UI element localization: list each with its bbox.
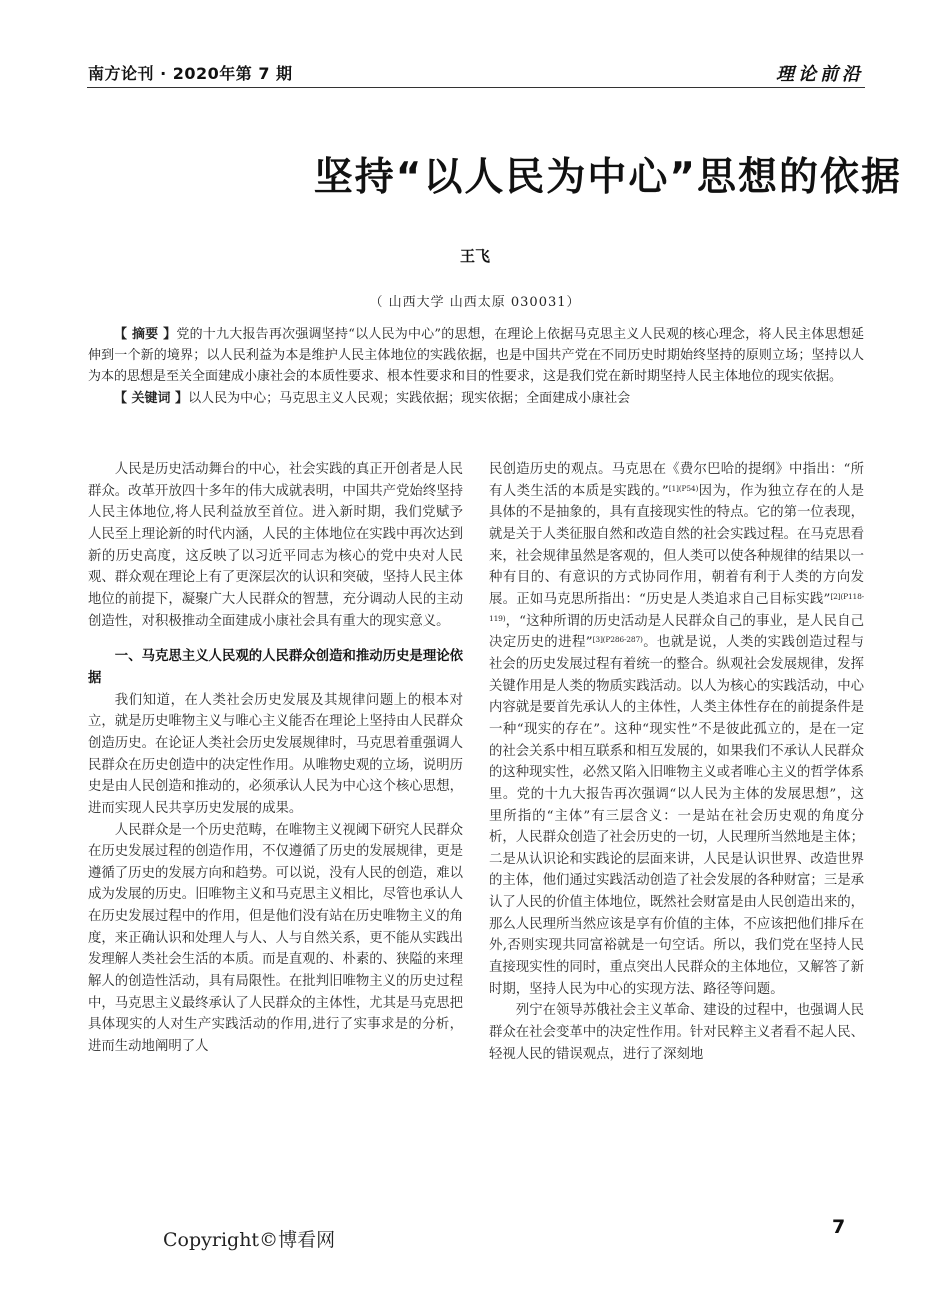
abstract-block	[88, 324, 864, 409]
keywords-text: 以人民为中心；马克思主义人民观；实践依据；现实依据；全面建成小康社会	[188, 390, 631, 406]
article-author: 王飞	[459, 247, 490, 265]
journal-header: 南方论刊 · 2020年第 7 期	[88, 64, 293, 83]
section-heading: 一、马克思主义人民观的人民群众创造和推动历史是理论依据	[88, 649, 463, 686]
abstract-text: 党的十九大报告再次强调坚持“以人民为中心”的思想，在理论上依据马克思主义人民观的核心理念，将人民主体思想延伸到一个新的境界；以人民利益为本是维护人民主体地位的实践依据，也是中国共产党在不同历史时期始终坚持的原则立场；坚持以人为本的思想是至关全面建成小康社会的本质性要求、根本性要求和目的性要求，这是我们党在新时期坚持人民主体地位的现实依据。	[88, 327, 865, 385]
body-column-right	[489, 459, 864, 1065]
citation-ref: [1](P54)	[668, 483, 699, 493]
page-number: 7	[832, 1216, 846, 1238]
header-rule	[87, 87, 865, 88]
abstract-paragraph	[88, 324, 864, 388]
body-paragraph-continued	[489, 459, 864, 1000]
section-header: 理论前沿	[776, 64, 864, 85]
citation-ref: [2](P118-119)	[489, 591, 864, 623]
body-text: 民创造历史的观点。马克思在《费尔巴哈的提纲》中指出：“所有人类生活的本质是实践的。”	[489, 462, 864, 499]
body-text: 因为，作为独立存在的人是具体的不是抽象的，具有直接现实性的特点。它的第一位表现，就是关于人类征服自然和改造自然的社会实践过程。在马克思看来，社会规律虽然是客观的，但人类可以使各种规律的结果以一种有目的、有意识的方式协同作用，朝着有利于人类的方向发展。正如马克思所指出：“历史是人类追求自己目标实践”	[489, 483, 864, 607]
copyright-notice: Copyright©博看网	[163, 1229, 336, 1251]
body-text: 。也就是说，人类的实践创造过程与社会的历史发展过程有着统一的整合。纵观社会发展规律，发挥关键作用是人类的物质实践活动。以人为核心的实践活动，中心内容就是要首先承认人的主体性，人类主体性存在的前提条件是一种“现实的存在”。这种“现实性”不是彼此孤立的，是在一定的社会关系中相互联系和相互发展的，如果我们不承认人民群众的这种现实性，必然又陷入旧唯物主义或者唯心主义的哲学体系里。党的十九大报告再次强调“以人民为主体的发展思想”，这里所指的“主体”有三层含义：一是站在社会历史观的角度分析，人民群众创造了社会历史的一切，人民理所当然地是主体；二是从认识论和实践论的层面来讲，人民是认识世界、改造世界的主体，他们通过实践活动创造了社会发展的各种财富；三是承认了人民的价值主体地位，既然社会财富是由人民创造出来的，那么人民理所当然应该是享有价值的主体，不应该把他们排斥在外,否则实现共同富裕就是一句空话。所以，我们党在坚持人民直接现实性的同时，重点突出人民群众的主体地位，又解答了新时期，坚持人民为中心的实现方法、路径等问题。	[489, 635, 864, 997]
article-title: 坚持“以人民为中心”思想的依据	[313, 155, 902, 200]
body-column-left	[88, 459, 463, 1058]
body-paragraph: 人民是历史活动舞台的中心，社会实践的真正开创者是人民群众。改革开放四十多年的伟大成就表明，中国共产党始终坚持人民主体地位,将人民利益放至首位。进入新时期，我们党赋予人民至上理论新的时代内涵，人民的主体地位在实践中再次达到新的历史高度，这反映了以习近平同志为核心的党中央对人民观、群众观在理论上有了更深层次的认识和突破，坚持人民主体地位的前提下，凝聚广大人民群众的智慧，充分调动人民的主动创造性，对积极推动全面建成小康社会具有重大的现实意义。	[88, 462, 463, 629]
keywords-paragraph	[88, 388, 864, 409]
author-affiliation: （ 山西大学 山西太原 030031）	[369, 295, 581, 310]
abstract-label: 【 摘要 】	[114, 327, 177, 342]
body-paragraph: 列宁在领导苏俄社会主义革命、建设的过程中，也强调人民群众在社会变革中的决定性作用。针对民粹主义者看不起人民、轻视人民的错误观点，进行了深刻地	[489, 1003, 864, 1062]
body-paragraph: 我们知道，在人类社会历史发展及其规律问题上的根本对立，就是历史唯物主义与唯心主义能否在理论上坚持由人民群众创造历史。在论证人类社会历史发展规律时，马克思着重强调人民群众在历史创造中的决定性作用。从唯物史观的立场，说明历史是由人民创造和推动的，必须承认人民为中心这个核心思想，进而实现人民共享历史发展的成果。	[88, 692, 463, 816]
citation-ref: [3](P286-287)	[592, 635, 643, 645]
keywords-label: 【 关键词 】	[114, 390, 189, 406]
body-text: ，“这种所谓的历史活动是人民群众自己的事业，是人民自己决定历史的进程”	[489, 613, 864, 651]
body-paragraph: 人民群众是一个历史范畴，在唯物主义视阈下研究人民群众在历史发展过程的创造作用，不仅遵循了历史的发展规律，更是遵循了历史的发展方向和趋势。可以说，没有人民的创造，难以成为发展的历史。旧唯物主义和马克思主义相比，尽管也承认人在历史发展过程中的作用，但是他们没有站在历史唯物主义的角度，来正确认识和处理人与人、人与自然关系，更不能从实践出发理解人类社会生活的本质。而是直观的、朴素的、狭隘的来理解人的创造性活动，具有局限性。在批判旧唯物主义的历史过程中，马克思主义最终承认了人民群众的主体性，尤其是马克思把具体现实的人对生产实践活动的作用,进行了实事求是的分析，进而生动地阐明了人	[88, 822, 463, 1055]
